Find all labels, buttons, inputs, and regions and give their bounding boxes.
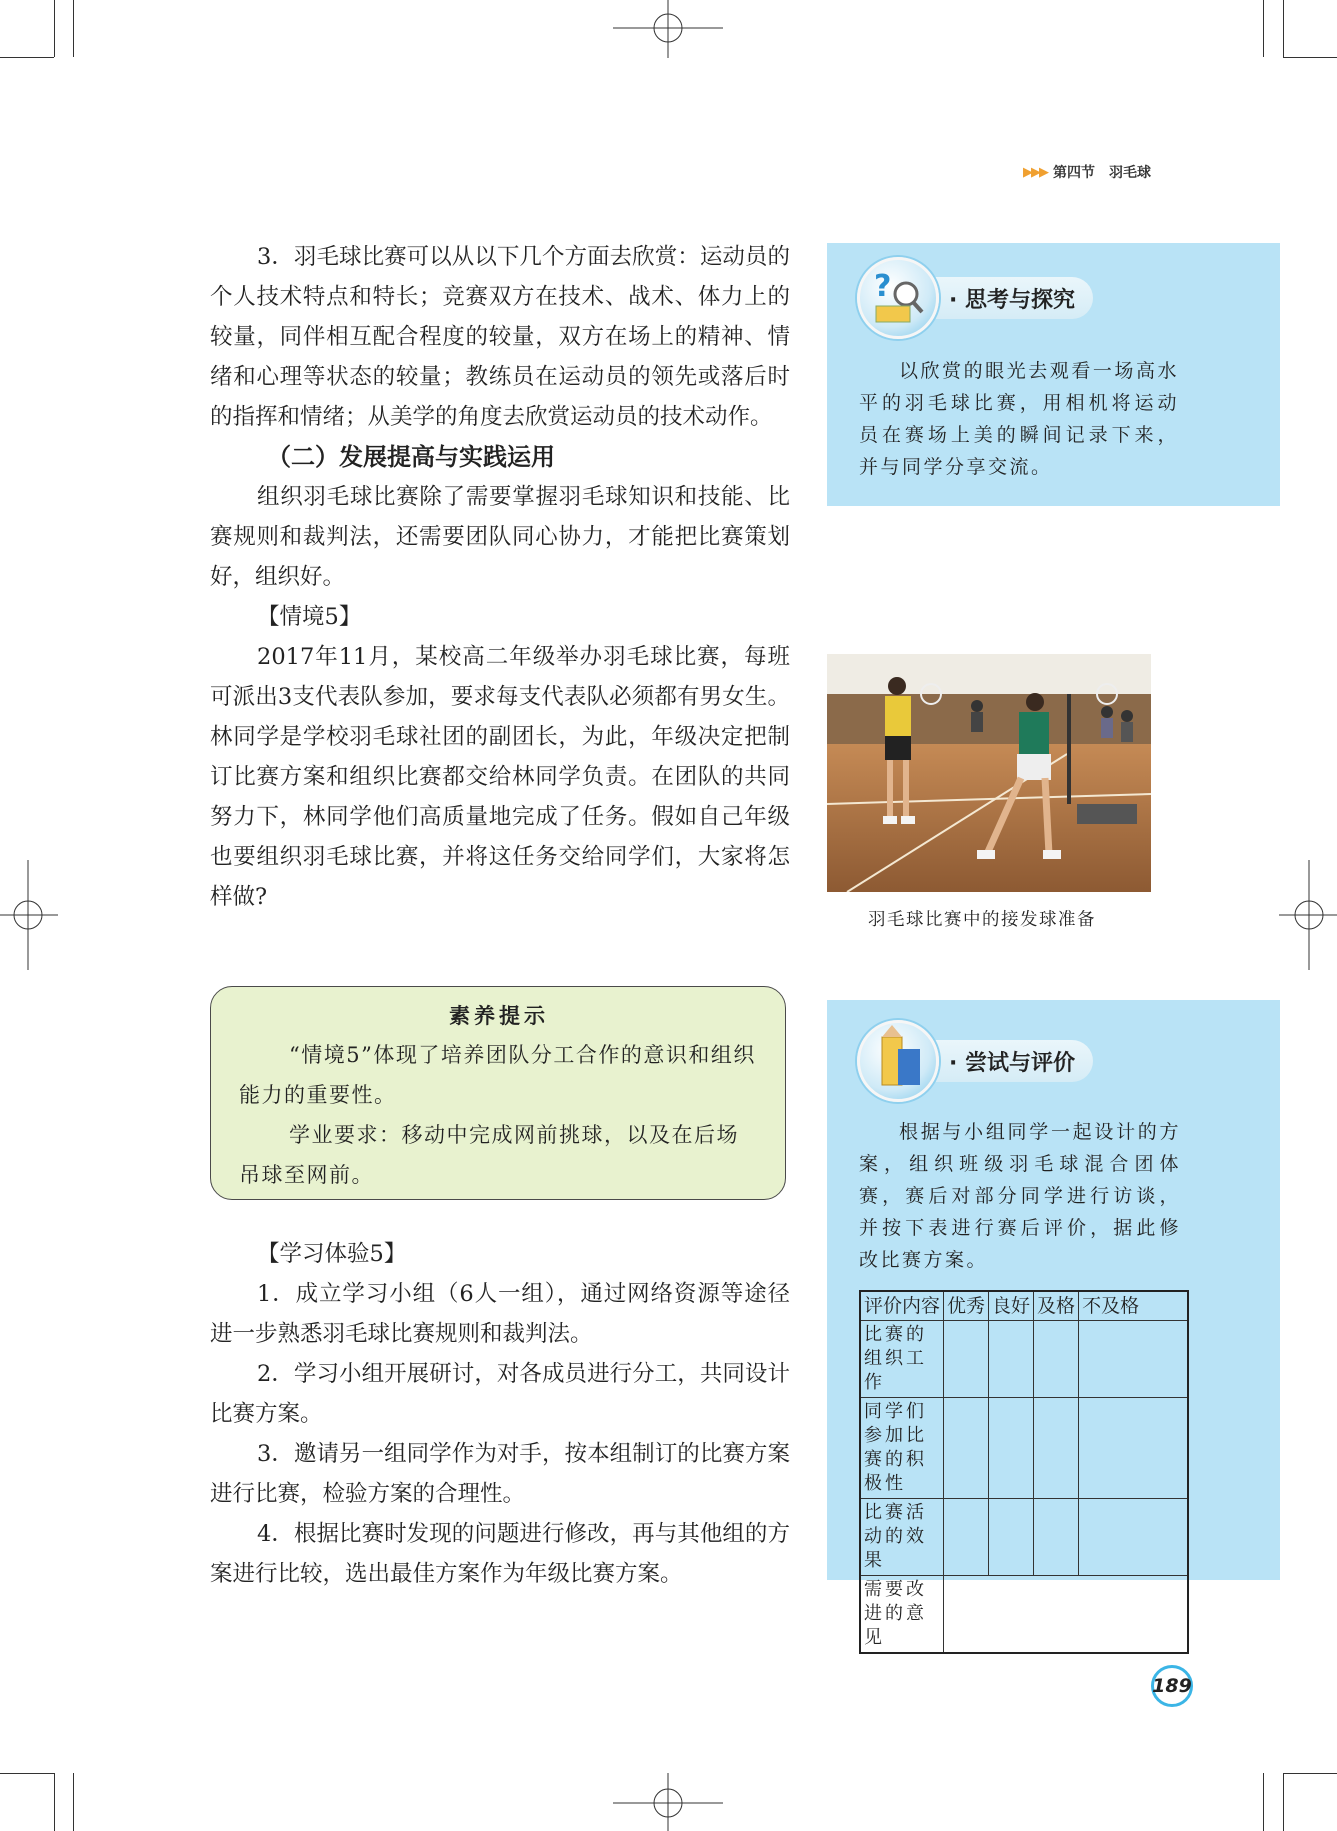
experience-label: 【学习体验5】 bbox=[257, 1241, 407, 1267]
table-cell bbox=[989, 1398, 1034, 1499]
photo-caption: 羽毛球比赛中的接发球准备 bbox=[868, 910, 1096, 930]
crop-mark bbox=[1283, 1773, 1337, 1774]
badminton-photo bbox=[827, 654, 1151, 892]
page-number: 189 bbox=[1151, 1665, 1193, 1707]
step-item: 4．根据比赛时发现的问题进行修改，再与其他组的方案进行比较，选出最佳方案作为年级比赛方案。 bbox=[210, 1521, 790, 1587]
think-explore-header bbox=[857, 257, 1093, 339]
table-cell bbox=[944, 1398, 989, 1499]
registration-mark-bottom bbox=[613, 1773, 723, 1831]
sub-heading: （二）发展提高与实践运用 bbox=[267, 442, 555, 471]
table-cell bbox=[1034, 1398, 1079, 1499]
magnifier-book-icon bbox=[857, 257, 939, 339]
registration-mark-left bbox=[0, 860, 60, 970]
table-header: 评价内容 bbox=[860, 1291, 944, 1321]
evaluation-table bbox=[859, 1290, 1189, 1654]
crop-mark bbox=[54, 1773, 55, 1831]
table-row bbox=[860, 1321, 1188, 1398]
table-cell-label: 比赛活动的效果 bbox=[860, 1499, 944, 1576]
section-number: 第四节 bbox=[1053, 165, 1095, 181]
think-explore-text: 以欣赏的眼光去观看一场高水平的羽毛球比赛，用相机将运动员在赛场上美的瞬间记录下来，并与同学分享交流。 bbox=[859, 360, 1179, 478]
crop-mark bbox=[1283, 0, 1284, 57]
table-header-row bbox=[860, 1291, 1188, 1321]
think-explore-title: · 思考与探究 bbox=[899, 277, 1093, 319]
crop-mark bbox=[0, 1773, 54, 1774]
paragraph-scenario: 2017年11月，某校高二年级举办羽毛球比赛，每班可派出3支代表队参加，要求每支代表队必须都有男女生。林同学是学校羽毛球社团的副团长，为此，年级决定把制订比赛方案和组织比赛都交给林同学负责。在团队的共同努力下，林同学他们高质量地完成了任务。假如自己年级也要组织羽毛球比赛，并将这任务交给同学们，大家将怎样做? bbox=[210, 644, 790, 910]
paragraph-organize: 组织羽毛球比赛除了需要掌握羽毛球知识和技能、比赛规则和裁判法，还需要团队同心协力，才能把比赛策划好，组织好。 bbox=[210, 484, 790, 590]
main-column bbox=[210, 237, 790, 917]
literacy-tip-text: “情境5”体现了培养团队分工合作的意识和组织能力的重要性。 bbox=[239, 1043, 756, 1107]
scenario-label: 【情境5】 bbox=[257, 604, 362, 630]
crop-mark bbox=[1263, 0, 1264, 57]
pencil-book-icon bbox=[857, 1020, 939, 1102]
think-explore-panel bbox=[827, 243, 1280, 506]
literacy-tip-box bbox=[210, 986, 786, 1200]
table-header: 优秀 bbox=[944, 1291, 989, 1321]
registration-mark-right bbox=[1277, 860, 1337, 970]
table-header: 良好 bbox=[989, 1291, 1034, 1321]
learning-experience bbox=[210, 1234, 790, 1594]
step-item: 2．学习小组开展研讨，对各成员进行分工，共同设计比赛方案。 bbox=[210, 1361, 790, 1427]
table-cell-label: 比赛的组织工作 bbox=[860, 1321, 944, 1398]
crop-mark bbox=[54, 0, 55, 57]
crop-mark bbox=[73, 0, 74, 57]
crop-mark bbox=[1283, 1773, 1284, 1831]
crop-mark bbox=[1283, 57, 1337, 58]
paragraph-appreciation: 3．羽毛球比赛可以从以下几个方面去欣赏：运动员的个人技术特点和特长；竞赛双方在技术、战术、体力上的较量，同伴相互配合程度的较量，双方在场上的精神、情绪和心理等状态的较量；教练员在运动员的领先或落后时的指挥和情绪；从美学的角度去欣赏运动员的技术动作。 bbox=[210, 244, 790, 430]
step-item: 1．成立学习小组（6人一组），通过网络资源等途径进一步熟悉羽毛球比赛规则和裁判法。 bbox=[210, 1281, 790, 1347]
table-row bbox=[860, 1499, 1188, 1576]
table-header: 及格 bbox=[1034, 1291, 1079, 1321]
try-evaluate-text: 根据与小组同学一起设计的方案，组织班级羽毛球混合团体赛，赛后对部分同学进行访谈，并按下表进行赛后评价，据此修改比赛方案。 bbox=[859, 1121, 1181, 1271]
table-cell-merged bbox=[944, 1576, 1188, 1654]
table-row bbox=[860, 1398, 1188, 1499]
table-cell bbox=[1079, 1398, 1188, 1499]
table-cell bbox=[944, 1499, 989, 1576]
table-row bbox=[860, 1576, 1188, 1654]
table-cell-label: 需要改进的意见 bbox=[860, 1576, 944, 1654]
registration-mark-top bbox=[613, 0, 723, 60]
table-header: 不及格 bbox=[1079, 1291, 1188, 1321]
svg-text:?: ? bbox=[874, 269, 892, 304]
table-cell bbox=[989, 1499, 1034, 1576]
section-title: 羽毛球 bbox=[1109, 165, 1151, 181]
table-cell bbox=[944, 1321, 989, 1398]
table-cell bbox=[989, 1321, 1034, 1398]
crop-mark bbox=[73, 1773, 74, 1831]
crop-mark bbox=[1263, 1773, 1264, 1831]
table-cell bbox=[1079, 1321, 1188, 1398]
table-cell bbox=[1034, 1499, 1079, 1576]
table-cell bbox=[1079, 1499, 1188, 1576]
triangle-arrows-icon: ▶▶▶ bbox=[1023, 164, 1047, 180]
table-cell bbox=[1034, 1321, 1079, 1398]
running-header bbox=[1023, 162, 1151, 182]
literacy-tip-title: 素养提示 bbox=[449, 1003, 549, 1028]
step-item: 3．邀请另一组同学作为对手，按本组制订的比赛方案进行比赛，检验方案的合理性。 bbox=[210, 1441, 790, 1507]
try-evaluate-title: · 尝试与评价 bbox=[899, 1040, 1093, 1082]
academic-requirement-text: 学业要求：移动中完成网前挑球，以及在后场吊球至网前。 bbox=[239, 1123, 739, 1187]
try-evaluate-panel bbox=[827, 1000, 1280, 1648]
table-cell-label: 同学们参加比赛的积极性 bbox=[860, 1398, 944, 1499]
try-evaluate-header bbox=[857, 1020, 1093, 1102]
crop-mark bbox=[0, 57, 54, 58]
